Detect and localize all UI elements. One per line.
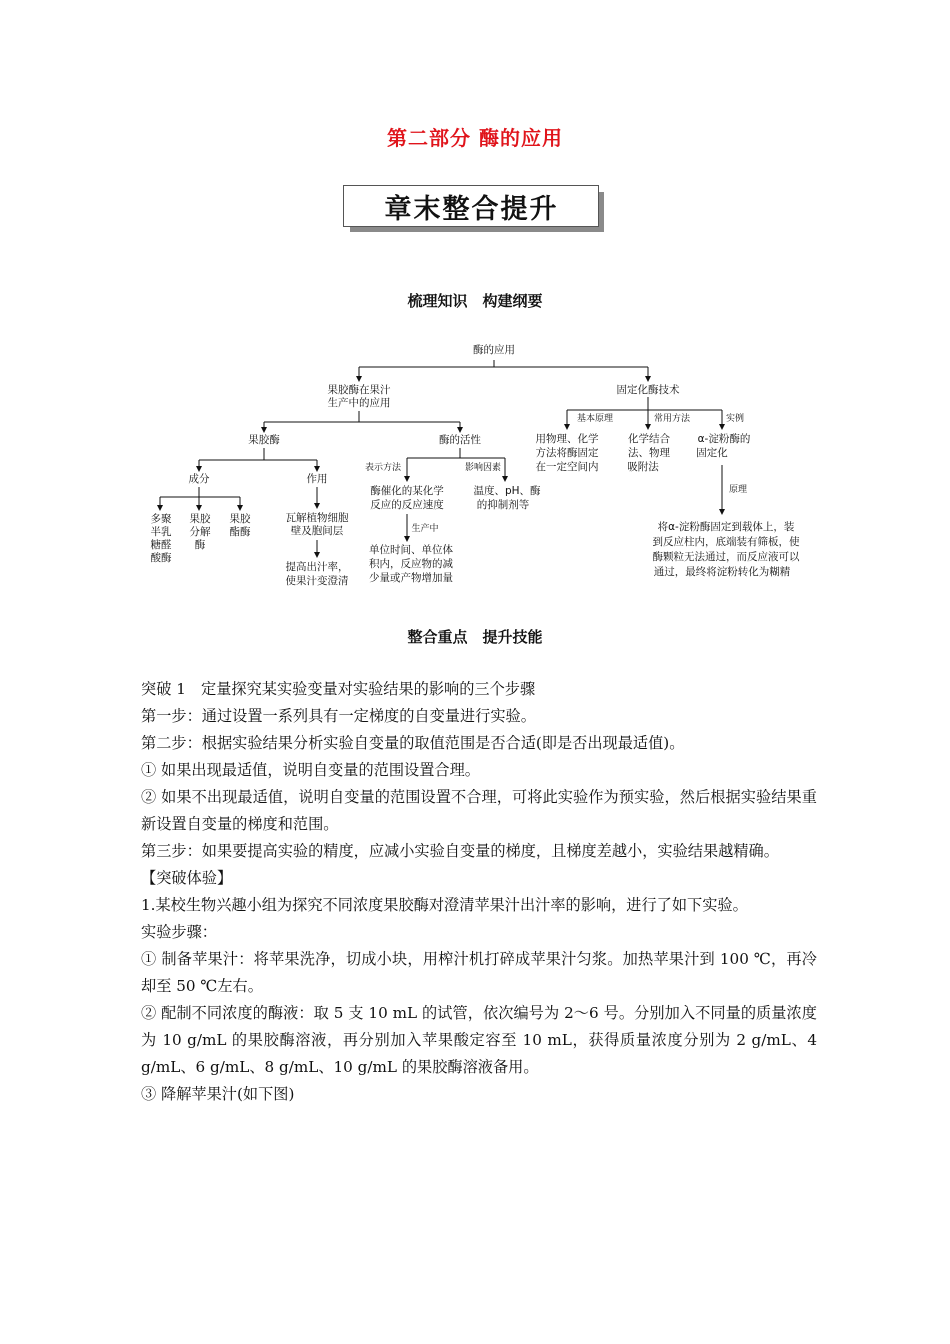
node-root: 酶的应用 bbox=[473, 344, 515, 356]
node-action1-l2: 壁及胞间层 bbox=[290, 525, 344, 537]
label-mechanism: 原理 bbox=[728, 485, 748, 495]
chapter-banner bbox=[343, 185, 605, 231]
node-example-l2: 固定化 bbox=[696, 447, 728, 459]
node-detail-l2: 到反应柱内，底端装有筛板，使 bbox=[652, 536, 800, 548]
node-composition: 成分 bbox=[188, 473, 210, 485]
node-detail-l1: 将α-淀粉酶固定到载体上，装 bbox=[657, 521, 795, 533]
node-comp2-l1: 果胶 bbox=[189, 513, 211, 525]
step-two: 第二步：根据实验结果分析实验自变量的取值范围是否合适(即是否出现最适值)。 bbox=[141, 734, 685, 752]
label-production: 生产中 bbox=[411, 524, 439, 534]
procedure-step-1: ① 制备苹果汁：将苹果洗净，切成小块，用榨汁机打碎成苹果汁匀浆。加热苹果汁到 100 ℃，再冷却至 50 ℃左右。 bbox=[141, 950, 817, 995]
node-activity: 酶的活性 bbox=[439, 434, 481, 446]
node-comp2-l2: 分解 bbox=[189, 526, 211, 538]
node-action2-l2: 使果汁变澄清 bbox=[285, 575, 349, 587]
node-juice-line2: 生产中的应用 bbox=[327, 397, 391, 409]
concept-map bbox=[0, 330, 950, 600]
node-unit-l3: 少量或产物增加量 bbox=[369, 572, 453, 584]
step-one: 第一步：通过设置一系列具有一定梯度的自变量进行实验。 bbox=[141, 707, 536, 725]
node-rate-l1: 酶催化的某化学 bbox=[370, 485, 444, 497]
label-expression: 表示方法 bbox=[364, 463, 402, 473]
practice-heading: 【突破体验】 bbox=[141, 869, 233, 887]
node-detail-l4: 通过，最终将淀粉转化为糊精 bbox=[653, 566, 791, 578]
node-example-l1: α-淀粉酶的 bbox=[697, 433, 751, 445]
procedure-label: 实验步骤： bbox=[141, 923, 217, 941]
label-example: 实例 bbox=[725, 414, 745, 424]
step-three: 第三步：如果要提高实验的精度，应减小实验自变量的梯度，且梯度差越小，实验结果越精确。 bbox=[141, 842, 779, 860]
node-principle-l3: 在一定空间内 bbox=[535, 461, 599, 473]
node-unit-l1: 单位时间、单位体 bbox=[369, 544, 453, 556]
node-juice-line1: 果胶酶在果汁 bbox=[327, 384, 391, 396]
node-action1-l1: 瓦解植物细胞 bbox=[285, 512, 349, 524]
node-rate-l2: 反应的反应速度 bbox=[370, 499, 444, 511]
step-two-case1: ① 如果出现最适值，说明自变量的范围设置合理。 bbox=[141, 761, 480, 779]
section-heading-skills: 整合重点 提升技能 bbox=[407, 628, 543, 646]
label-basic-principle: 基本原理 bbox=[576, 414, 614, 424]
node-comp1-l1: 多聚 bbox=[150, 513, 172, 525]
part-title: 第二部分 酶的应用 bbox=[387, 126, 563, 150]
procedure-step-3: ③ 降解苹果汁(如下图) bbox=[141, 1085, 295, 1103]
node-immobilization: 固定化酶技术 bbox=[616, 384, 680, 396]
node-factors-l2: 的抑制剂等 bbox=[476, 499, 530, 511]
node-comp1-l3: 糖醛 bbox=[150, 539, 172, 551]
node-factors-l1: 温度、pH、酶 bbox=[473, 485, 541, 497]
body-content bbox=[141, 676, 817, 1108]
step-two-case2: ② 如果不出现最适值，说明自变量的范围设置不合理，可将此实验作为预实验，然后根据实验结果重新设置自变量的梯度和范围。 bbox=[141, 788, 817, 833]
breakthrough-title: 突破 1 定量探究某实验变量对实验结果的影响的三个步骤 bbox=[141, 680, 536, 698]
node-methods-l2: 法、物理 bbox=[628, 447, 670, 459]
section-heading-knowledge: 梳理知识 构建纲要 bbox=[407, 292, 543, 310]
node-pectinase: 果胶酶 bbox=[248, 434, 280, 446]
label-factors: 影响因素 bbox=[464, 463, 502, 473]
node-comp3-l2: 酯酶 bbox=[229, 526, 251, 538]
node-action2-l1: 提高出汁率， bbox=[285, 561, 349, 573]
node-methods-l3: 吸附法 bbox=[627, 461, 659, 473]
procedure-step-2: ② 配制不同浓度的酶液：取 5 支 10 mL 的试管，依次编号为 2～6 号。分别加入不同量的质量浓度为 10 g/mL 的果胶酶溶液，再分别加入苹果酸定容至 10 mL，获得质量浓度分别为 2 g/mL、4 g/mL、6 g/mL、8 g/mL、10 g/mL 的果胶酶溶液备用。 bbox=[141, 1004, 817, 1076]
node-unit-l2: 积内，反应物的减 bbox=[369, 558, 453, 570]
question-1: 1.某校生物兴趣小组为探究不同浓度果胶酶对澄清苹果汁出汁率的影响，进行了如下实验。 bbox=[141, 896, 748, 914]
node-methods-l1: 化学结合 bbox=[628, 433, 670, 445]
node-principle-l2: 方法将酶固定 bbox=[535, 447, 599, 459]
node-comp1-l4: 酸酶 bbox=[150, 552, 172, 564]
node-comp1-l2: 半乳 bbox=[150, 526, 172, 538]
node-comp2-l3: 酶 bbox=[194, 539, 206, 551]
banner-title: 章末整合提升 bbox=[384, 194, 559, 225]
node-action: 作用 bbox=[306, 473, 328, 485]
label-common-methods: 常用方法 bbox=[653, 414, 691, 424]
node-detail-l3: 酶颗粒无法通过，而反应液可以 bbox=[652, 551, 800, 563]
node-principle-l1: 用物理、化学 bbox=[535, 433, 599, 445]
node-comp3-l1: 果胶 bbox=[229, 513, 251, 525]
